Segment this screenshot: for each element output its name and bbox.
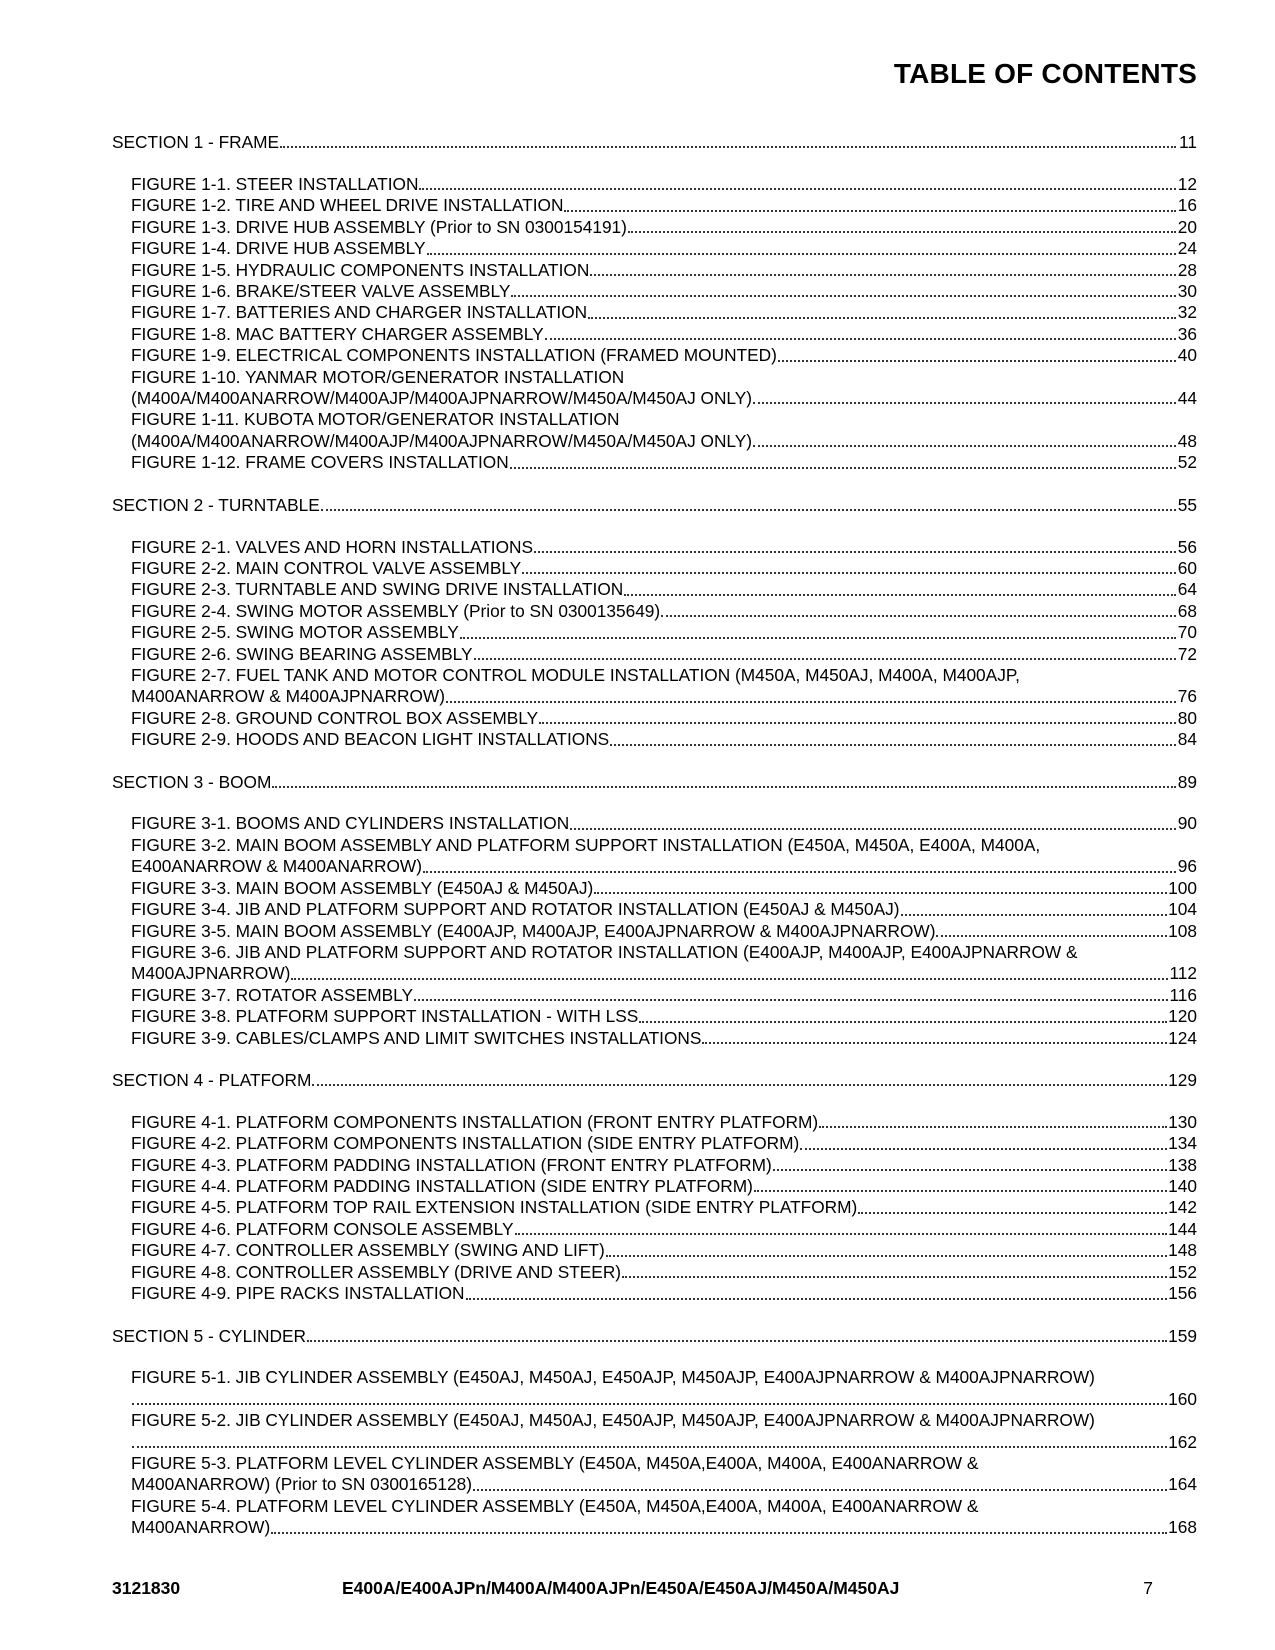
toc-page-number: 164 [1168, 1474, 1197, 1495]
toc-figure-title-line: M400ANARROW) [131, 1517, 271, 1538]
toc-figure-title-line: M400ANARROW & M400AJPNARROW) [131, 686, 445, 707]
toc-page-number: 76 [1177, 686, 1197, 707]
toc-figure-entry[interactable] [112, 1262, 1197, 1283]
toc-page-number: 52 [1177, 452, 1197, 473]
toc-leader-dots [901, 913, 1168, 916]
toc-page-number: 129 [1168, 1069, 1197, 1090]
toc-leader-dots [321, 508, 1176, 511]
toc-leader-dots [474, 657, 1176, 660]
toc-figure-title-line: FIGURE 3-3. MAIN BOOM ASSEMBLY (E450AJ & M450AJ) [131, 877, 594, 898]
toc-section [112, 495, 1197, 751]
toc-leader-dots [419, 187, 1176, 190]
toc-figure-title-line: FIGURE 1-7. BATTERIES AND CHARGER INSTALLATION [131, 302, 588, 323]
toc-figure-title-line: FIGURE 1-1. STEER INSTALLATION [131, 173, 419, 194]
toc-section [112, 772, 1197, 1049]
toc-page-number: 68 [1177, 600, 1197, 621]
toc-leader-dots [534, 550, 1176, 553]
toc-page-number: 120 [1168, 1006, 1197, 1027]
toc-figure-entry[interactable] [112, 644, 1197, 665]
toc-leader-dots [858, 1211, 1167, 1214]
toc-figure-title-line: FIGURE 1-9. ELECTRICAL COMPONENTS INSTALLATION (FRAMED MOUNTED) [131, 345, 777, 366]
toc-page-number: 142 [1168, 1197, 1197, 1218]
toc-section-title: SECTION 2 - TURNTABLE [112, 494, 320, 515]
toc-figure-entry[interactable] [112, 729, 1197, 750]
toc-page-number: 32 [1177, 302, 1197, 323]
toc-page-number: 64 [1177, 579, 1197, 600]
toc-page-number: 16 [1177, 195, 1197, 216]
toc-leader-dots [702, 1041, 1167, 1044]
toc-leader-dots [564, 209, 1176, 212]
toc-figure-title-line: FIGURE 3-1. BOOMS AND CYLINDERS INSTALLATION [131, 813, 570, 834]
toc-leader-dots [628, 230, 1176, 233]
toc-figure-title-line: FIGURE 4-3. PLATFORM PADDING INSTALLATION (FRONT ENTRY PLATFORM) [131, 1154, 772, 1175]
toc-leader-dots [272, 785, 1176, 788]
toc-page-number: 124 [1168, 1027, 1197, 1048]
table-of-contents [112, 132, 1197, 1560]
footer-doc-number: 3121830 [112, 1578, 181, 1598]
toc-page-number: 55 [1177, 494, 1197, 515]
toc-leader-dots [460, 636, 1176, 639]
toc-figure-entry[interactable] [112, 217, 1197, 238]
toc-figure-title-line: FIGURE 1-10. YANMAR MOTOR/GENERATOR INSTALLATION [131, 366, 625, 387]
toc-figure-entry[interactable] [112, 388, 1197, 409]
toc-figure-title-line: FIGURE 2-6. SWING BEARING ASSEMBLY [131, 643, 473, 664]
toc-figure-title-line: FIGURE 2-3. TURNTABLE AND SWING DRIVE INSTALLATION [131, 579, 624, 600]
toc-leader-dots [570, 827, 1176, 830]
toc-page-number: 40 [1177, 345, 1197, 366]
toc-figure-entry[interactable] [112, 174, 1197, 195]
toc-figure-entry[interactable] [112, 281, 1197, 302]
toc-page-number: 96 [1177, 856, 1197, 877]
toc-figure-entry[interactable] [112, 622, 1197, 643]
toc-figure-title-line: FIGURE 4-1. PLATFORM COMPONENTS INSTALLATION (FRONT ENTRY PLATFORM) [131, 1111, 819, 1132]
toc-leader-dots [446, 700, 1176, 703]
toc-figure-title-line: FIGURE 4-6. PLATFORM CONSOLE ASSEMBLY [131, 1218, 514, 1239]
toc-section-entry[interactable] [112, 1326, 1197, 1347]
toc-page-number: 48 [1177, 430, 1197, 451]
toc-leader-dots [936, 934, 1167, 937]
toc-leader-dots [622, 1275, 1167, 1278]
toc-figure-entry[interactable] [112, 899, 1197, 920]
toc-page-number: 130 [1168, 1111, 1197, 1132]
toc-figure-entry[interactable] [112, 558, 1197, 579]
toc-leader-dots [510, 466, 1176, 469]
toc-page-number: 89 [1177, 771, 1197, 792]
toc-leader-dots [291, 977, 1168, 980]
toc-figure-entry[interactable] [112, 1474, 1197, 1495]
toc-figure-entry[interactable] [112, 686, 1197, 707]
toc-figure-entry[interactable] [112, 1219, 1197, 1240]
toc-page-number: 104 [1168, 899, 1197, 920]
footer-model-list: E400A/E400AJPn/M400A/M400AJPn/E450A/E450AJ/M450A/M450AJ [342, 1578, 900, 1598]
toc-figure-title-line: FIGURE 5-4. PLATFORM LEVEL CYLINDER ASSEMBLY (E450A, M450A,E400A, M400A, E400ANARROW & [131, 1495, 979, 1516]
toc-figure-entry[interactable] [112, 921, 1197, 942]
toc-page-number: 152 [1168, 1261, 1197, 1282]
toc-leader-dots [610, 743, 1176, 746]
toc-figure-entry[interactable] [112, 813, 1197, 834]
toc-figure-title-line: M400AJPNARROW) [131, 963, 291, 984]
toc-figure-entry[interactable] [112, 856, 1197, 877]
toc-page-number: 160 [1168, 1388, 1197, 1409]
toc-leader-dots [280, 145, 1176, 148]
toc-leader-dots [819, 1125, 1167, 1128]
toc-page-number: 30 [1177, 280, 1197, 301]
toc-leader-dots [754, 1189, 1167, 1192]
toc-page-number: 138 [1168, 1154, 1197, 1175]
toc-figure-title-line: FIGURE 2-1. VALVES AND HORN INSTALLATIONS [131, 536, 534, 557]
toc-page-number: 20 [1177, 216, 1197, 237]
toc-figure-entry[interactable] [112, 195, 1197, 216]
toc-figure-title-line: FIGURE 4-7. CONTROLLER ASSEMBLY (SWING AND LIFT) [131, 1240, 605, 1261]
toc-leader-dots [522, 571, 1176, 574]
toc-leader-dots [606, 1254, 1167, 1257]
toc-figure-title-line: FIGURE 4-8. CONTROLLER ASSEMBLY (DRIVE AND STEER) [131, 1261, 622, 1282]
toc-section [112, 1070, 1197, 1305]
toc-leader-dots [511, 294, 1176, 297]
toc-leader-dots [800, 1147, 1167, 1150]
toc-figure-title-line: FIGURE 1-4. DRIVE HUB ASSEMBLY [131, 238, 426, 259]
toc-page-number: 162 [1168, 1431, 1197, 1452]
toc-section-entry[interactable] [112, 1070, 1197, 1091]
toc-leader-dots [312, 1083, 1167, 1086]
toc-figure-title-line: FIGURE 1-8. MAC BATTERY CHARGER ASSEMBLY [131, 323, 544, 344]
toc-figure-entry[interactable] [112, 1028, 1197, 1049]
toc-page-number: 36 [1177, 323, 1197, 344]
toc-section-title: SECTION 1 - FRAME [112, 132, 280, 152]
toc-figure-entry[interactable] [112, 878, 1197, 899]
toc-leader-dots [539, 721, 1176, 724]
toc-page-number: 116 [1169, 984, 1197, 1005]
toc-leader-dots [753, 444, 1176, 447]
toc-figure-title-line: FIGURE 1-5. HYDRAULIC COMPONENTS INSTALLATION [131, 259, 590, 280]
toc-figure-entry[interactable] [112, 601, 1197, 622]
toc-figure-entry[interactable] [112, 579, 1197, 600]
toc-page-number: 28 [1177, 259, 1197, 280]
toc-figure-entry[interactable] [112, 1133, 1197, 1154]
toc-page-number: 156 [1168, 1283, 1197, 1304]
toc-figure-entry[interactable] [112, 324, 1197, 345]
toc-figure-entry[interactable] [112, 1283, 1197, 1304]
toc-figure-title-line: FIGURE 4-5. PLATFORM TOP RAIL EXTENSION INSTALLATION (SIDE ENTRY PLATFORM) [131, 1197, 858, 1218]
toc-figure-title-line: FIGURE 1-2. TIRE AND WHEEL DRIVE INSTALLATION [131, 195, 564, 216]
toc-page-number: 84 [1177, 729, 1197, 750]
toc-leader-dots [753, 401, 1176, 404]
toc-leader-dots [545, 337, 1176, 340]
toc-page-number: 144 [1168, 1218, 1197, 1239]
toc-page-number: 44 [1177, 387, 1197, 408]
toc-figure-title-line: FIGURE 3-4. JIB AND PLATFORM SUPPORT AND ROTATOR INSTALLATION (E450AJ & M450AJ) [131, 899, 900, 920]
toc-figure-entry[interactable] [112, 302, 1197, 323]
toc-figure-title-line: (M400A/M400ANARROW/M400AJP/M400AJPNARROW/M450A/M450AJ ONLY) [131, 430, 753, 451]
toc-figure-entry[interactable] [112, 452, 1197, 473]
toc-figure-title-line: FIGURE 5-2. JIB CYLINDER ASSEMBLY (E450AJ, M450AJ, E450AJP, M450AJP, E400AJPNARROW & M400AJPNARROW) [131, 1410, 1095, 1431]
toc-page-number: 60 [1177, 557, 1197, 578]
toc-figure-entry[interactable] [112, 985, 1197, 1006]
toc-figure-title-line: FIGURE 2-5. SWING MOTOR ASSEMBLY [131, 622, 459, 643]
toc-page-number: 108 [1168, 920, 1197, 941]
toc-figure-title-line: FIGURE 5-3. PLATFORM LEVEL CYLINDER ASSEMBLY (E450A, M450A,E400A, M400A, E400ANARROW & [131, 1453, 979, 1474]
toc-leader-dots [639, 1020, 1167, 1023]
toc-figure-title-line: FIGURE 2-2. MAIN CONTROL VALVE ASSEMBLY [131, 557, 522, 578]
toc-figure-entry[interactable] [112, 1432, 1197, 1453]
toc-page-number: 100 [1168, 877, 1197, 898]
toc-page-number: 90 [1177, 813, 1197, 834]
toc-figure-entry[interactable] [112, 345, 1197, 366]
toc-figure-title-line: E400ANARROW & M400ANARROW) [131, 856, 422, 877]
toc-figure-title-line: FIGURE 3-8. PLATFORM SUPPORT INSTALLATION - WITH LSS [131, 1006, 639, 1027]
toc-leader-dots [778, 359, 1176, 362]
toc-figure-title-line: FIGURE 3-5. MAIN BOOM ASSEMBLY (E400AJP, M400AJP, E400AJPNARROW & M400AJPNARROW) [131, 920, 936, 941]
toc-leader-dots [414, 998, 1168, 1001]
toc-figure-entry[interactable] [112, 238, 1197, 259]
toc-figure-title-line: FIGURE 4-4. PLATFORM PADDING INSTALLATION (SIDE ENTRY PLATFORM) [131, 1176, 753, 1197]
toc-leader-dots [271, 1531, 1167, 1534]
page-footer [112, 1578, 1163, 1602]
toc-figure-title-line: FIGURE 3-9. CABLES/CLAMPS AND LIMIT SWITCHES INSTALLATIONS [131, 1027, 702, 1048]
toc-figure-title-line: FIGURE 1-3. DRIVE HUB ASSEMBLY (Prior to SN 0300154191) [131, 216, 627, 237]
toc-section-entry[interactable] [112, 132, 1197, 153]
toc-page-number: 70 [1177, 622, 1197, 643]
toc-figure-title-line: FIGURE 1-11. KUBOTA MOTOR/GENERATOR INSTALLATION [131, 409, 620, 430]
toc-figure-title-line: FIGURE 2-4. SWING MOTOR ASSEMBLY (Prior to SN 0300135649) [131, 600, 661, 621]
toc-figure-title-line: FIGURE 3-2. MAIN BOOM ASSEMBLY AND PLATFORM SUPPORT INSTALLATION (E450A, M450A, E400A, M400A, [131, 834, 1041, 855]
toc-figure-title-line: FIGURE 1-12. FRAME COVERS INSTALLATION [131, 452, 509, 473]
toc-figure-title-line: FIGURE 3-6. JIB AND PLATFORM SUPPORT AND ROTATOR INSTALLATION (E400AJP, M400AJP, E400AJPNARROW & [131, 941, 1078, 962]
toc-page-number: 140 [1168, 1176, 1197, 1197]
toc-figure-entry[interactable] [112, 1197, 1197, 1218]
toc-figure-title-line: FIGURE 5-1. JIB CYLINDER ASSEMBLY (E450AJ, M450AJ, E450AJP, M450AJP, E400AJPNARROW & M400AJPNARROW) [131, 1367, 1095, 1388]
toc-figure-entry[interactable] [112, 1240, 1197, 1261]
toc-figure-entry[interactable] [112, 1006, 1197, 1027]
toc-leader-dots [132, 1445, 1167, 1448]
toc-leader-dots [773, 1168, 1167, 1171]
toc-figure-title-line: (M400A/M400ANARROW/M400AJP/M400AJPNARROW/M450A/M450AJ ONLY) [131, 387, 753, 408]
toc-section-entry[interactable] [112, 772, 1197, 793]
toc-figure-entry[interactable] [112, 1112, 1197, 1133]
toc-figure-title-line: FIGURE 4-2. PLATFORM COMPONENTS INSTALLATION (SIDE ENTRY PLATFORM) [131, 1133, 800, 1154]
toc-leader-dots [423, 870, 1176, 873]
footer-page-number: 7 [1143, 1578, 1153, 1598]
toc-leader-dots [661, 614, 1176, 617]
toc-figure-entry[interactable] [112, 708, 1197, 729]
toc-figure-title-line: FIGURE 2-8. GROUND CONTROL BOX ASSEMBLY [131, 707, 539, 728]
toc-page-number: 11 [1179, 132, 1197, 152]
toc-figure-entry[interactable] [112, 1176, 1197, 1197]
toc-page-number: 168 [1168, 1517, 1197, 1538]
toc-leader-dots [473, 1488, 1167, 1491]
toc-section-title: SECTION 5 - CYLINDER [112, 1325, 306, 1346]
toc-leader-dots [307, 1339, 1167, 1342]
toc-section-entry[interactable] [112, 495, 1197, 516]
toc-leader-dots [132, 1402, 1167, 1405]
toc-figure-entry[interactable] [112, 1517, 1197, 1538]
toc-leader-dots [594, 891, 1167, 894]
toc-page-number: 112 [1169, 963, 1197, 984]
toc-section [112, 1326, 1197, 1539]
toc-section-title: SECTION 3 - BOOM [112, 771, 272, 792]
toc-leader-dots [624, 593, 1176, 596]
toc-figure-entry[interactable] [112, 1155, 1197, 1176]
toc-section [112, 132, 1197, 474]
toc-leader-dots [515, 1232, 1168, 1235]
toc-page-number: 80 [1177, 707, 1197, 728]
toc-section-title: SECTION 4 - PLATFORM [112, 1069, 312, 1090]
toc-figure-title-line: FIGURE 3-7. ROTATOR ASSEMBLY [131, 984, 413, 1005]
toc-figure-title-line: FIGURE 2-9. HOODS AND BEACON LIGHT INSTALLATIONS [131, 729, 610, 750]
toc-page-number: 148 [1168, 1240, 1197, 1261]
toc-leader-dots [590, 273, 1176, 276]
toc-figure-entry[interactable] [112, 431, 1197, 452]
toc-page-number: 12 [1177, 173, 1197, 194]
toc-figure-entry[interactable] [112, 537, 1197, 558]
toc-leader-dots [588, 316, 1176, 319]
toc-figure-title-line: M400ANARROW) (Prior to SN 0300165128) [131, 1474, 472, 1495]
toc-leader-dots [427, 252, 1177, 255]
toc-page-number: 72 [1177, 643, 1197, 664]
toc-figure-title-line: FIGURE 2-7. FUEL TANK AND MOTOR CONTROL MODULE INSTALLATION (M450A, M450AJ, M400A, M400AJP, [131, 664, 1020, 685]
toc-page-number: 159 [1168, 1325, 1197, 1346]
toc-figure-title-line: FIGURE 4-9. PIPE RACKS INSTALLATION [131, 1283, 465, 1304]
toc-page-number: 24 [1177, 238, 1197, 259]
toc-page-number: 56 [1177, 536, 1197, 557]
toc-figure-entry[interactable] [112, 963, 1197, 984]
toc-leader-dots [466, 1297, 1168, 1300]
toc-figure-entry[interactable] [112, 260, 1197, 281]
toc-figure-title-line: FIGURE 1-6. BRAKE/STEER VALVE ASSEMBLY [131, 280, 511, 301]
toc-figure-entry[interactable] [112, 1389, 1197, 1410]
page-title: TABLE OF CONTENTS [893, 58, 1197, 89]
toc-page-number: 134 [1168, 1133, 1197, 1154]
